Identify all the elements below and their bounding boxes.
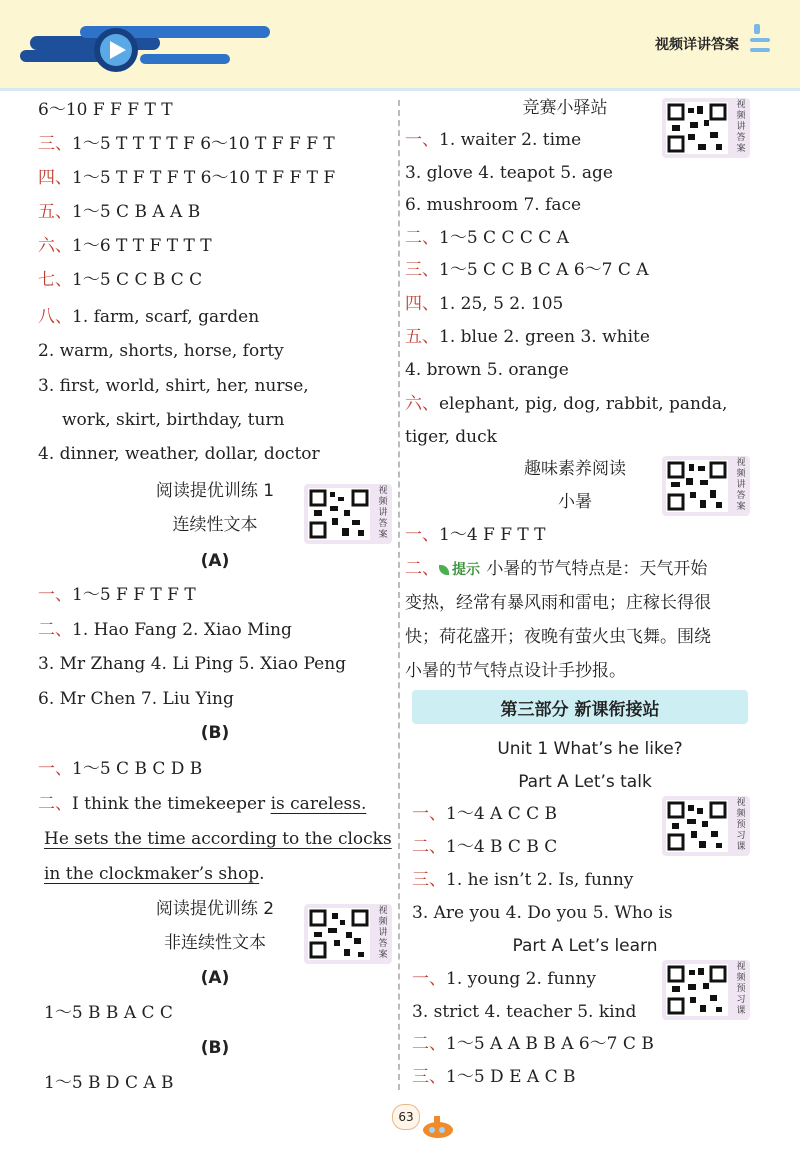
section-title: 阅读提优训练 2 <box>155 899 275 919</box>
answer-line: 小暑的节气特点设计手抄报。 <box>405 661 626 681</box>
section-title: 趣味素养阅读 <box>524 459 626 479</box>
part-label: (A) <box>200 551 230 571</box>
answer-line: 3. first, world, shirt, her, nurse, <box>38 376 309 396</box>
qr-code[interactable]: 视频讲答案 <box>662 98 750 158</box>
answer-line: tiger, duck <box>405 427 497 447</box>
lesson-title: Part A Let’s learn <box>512 936 658 956</box>
answer-line: 一、1. waiter 2. time <box>405 130 582 150</box>
qr-code[interactable]: 视频预习课 <box>662 796 750 856</box>
answer-line: 一、1～5 F F T F T <box>38 585 196 605</box>
answer-line: 2. warm, shorts, horse, forty <box>38 341 284 361</box>
answer-line: 三、1～5 C C B C A 6～7 C A <box>405 260 649 280</box>
part-label: (B) <box>200 1038 230 1058</box>
answer-line: 6～10 F F F T T <box>38 100 173 120</box>
section-title: 竞赛小驿站 <box>522 98 608 118</box>
answer-line: 三、1～5 T T T T F 6～10 T F F F T <box>38 134 335 154</box>
answer-line: 六、1～6 T T F T T T <box>38 236 212 256</box>
answer-line: 一、1～4 F F T T <box>405 525 546 545</box>
answer-line: 八、1. farm, scarf, garden <box>38 307 260 327</box>
qr-code[interactable]: 视频讲答案 <box>662 456 750 516</box>
leaf-icon <box>439 565 449 575</box>
answer-line: 二、 提示 小暑的节气特点是：天气开始 <box>405 559 708 579</box>
qr-code-icon <box>308 488 370 540</box>
section-title: 阅读提优训练 1 <box>155 481 275 501</box>
page-number: 63 <box>392 1104 420 1130</box>
section-subtitle: 小暑 <box>558 492 592 512</box>
answer-line: 1～5 B D C A B <box>44 1073 174 1093</box>
answer-line: 五、1～5 C B A A B <box>38 202 201 222</box>
header-stripe <box>0 88 800 91</box>
answer-line: 四、1. 25, 5 2. 105 <box>405 294 564 314</box>
answer-line: 一、1. young 2. funny <box>412 969 597 989</box>
answer-line: 一、1～4 A C C B <box>412 804 558 824</box>
answer-line: 二、1～5 C C C C A <box>405 228 569 248</box>
part-three-banner: 第三部分 新课衔接站 <box>412 690 748 724</box>
answer-line: 3. Mr Zhang 4. Li Ping 5. Xiao Peng <box>38 654 347 674</box>
qr-code-icon <box>666 102 728 154</box>
section-subtitle: 连续性文本 <box>172 515 258 535</box>
answer-line: 六、elephant, pig, dog, rabbit, panda, <box>405 394 728 414</box>
answer-line: 二、1～5 A A B B A 6～7 C B <box>412 1034 654 1054</box>
answer-line: 三、1. he isn’t 2. Is, funny <box>412 870 634 890</box>
answer-line: 1～5 B B A C C <box>44 1003 173 1023</box>
answer-line: work, skirt, birthday, turn <box>62 410 285 430</box>
part-label: (A) <box>200 968 230 988</box>
lesson-title: Part A Let’s talk <box>518 772 652 792</box>
submarine-icon <box>420 1112 456 1140</box>
qr-code-icon <box>666 460 728 512</box>
answer-line: 二、1. Hao Fang 2. Xiao Ming <box>38 620 292 640</box>
answer-line: 五、1. blue 2. green 3. white <box>405 327 650 347</box>
answer-line: 3. strict 4. teacher 5. kind <box>412 1002 637 1022</box>
answer-line: 四、1～5 T F T F T 6～10 T F F T F <box>38 168 336 188</box>
answer-line: 变热，经常有暴风雨和雷电；庄稼长得很 <box>405 593 711 613</box>
qr-code-icon <box>308 908 370 960</box>
answer-line: 二、I think the timekeeper is careless. <box>38 794 367 814</box>
qr-code[interactable]: 视频预习课 <box>662 960 750 1020</box>
answer-line: 3. glove 4. teapot 5. age <box>405 163 613 183</box>
answer-line: 4. dinner, weather, dollar, doctor <box>38 444 320 464</box>
answer-line: 三、1～5 D E A C B <box>412 1067 576 1087</box>
column-divider <box>398 100 400 1090</box>
video-logo-icon <box>20 16 270 80</box>
menu-lines-icon <box>750 22 774 62</box>
section-subtitle: 非连续性文本 <box>164 933 266 953</box>
part-label: (B) <box>200 723 230 743</box>
qr-code[interactable]: 视频讲答案 <box>304 904 392 964</box>
answer-line: 一、1～5 C B C D B <box>38 759 203 779</box>
answer-line: 3. Are you 4. Do you 5. Who is <box>412 903 673 923</box>
qr-code[interactable]: 视频讲答案 <box>304 484 392 544</box>
answer-line: 二、1～4 B C B C <box>412 837 558 857</box>
unit-title: Unit 1 What’s he like? <box>497 739 683 759</box>
answer-line: 快；荷花盛开；夜晚有萤火虫飞舞。围绕 <box>405 627 711 647</box>
answer-line: 6. Mr Chen 7. Liu Ying <box>38 689 234 709</box>
answer-line: He sets the time according to the clocks <box>44 829 392 849</box>
answer-line: in the clockmaker’s shop. <box>44 864 265 884</box>
qr-code-icon <box>666 800 728 852</box>
answer-line: 七、1～5 C C B C C <box>38 270 203 290</box>
qr-code-icon <box>666 964 728 1016</box>
header-title: 视频详讲答案 <box>655 37 739 53</box>
answer-line: 4. brown 5. orange <box>405 360 569 380</box>
answer-line: 6. mushroom 7. face <box>405 195 582 215</box>
